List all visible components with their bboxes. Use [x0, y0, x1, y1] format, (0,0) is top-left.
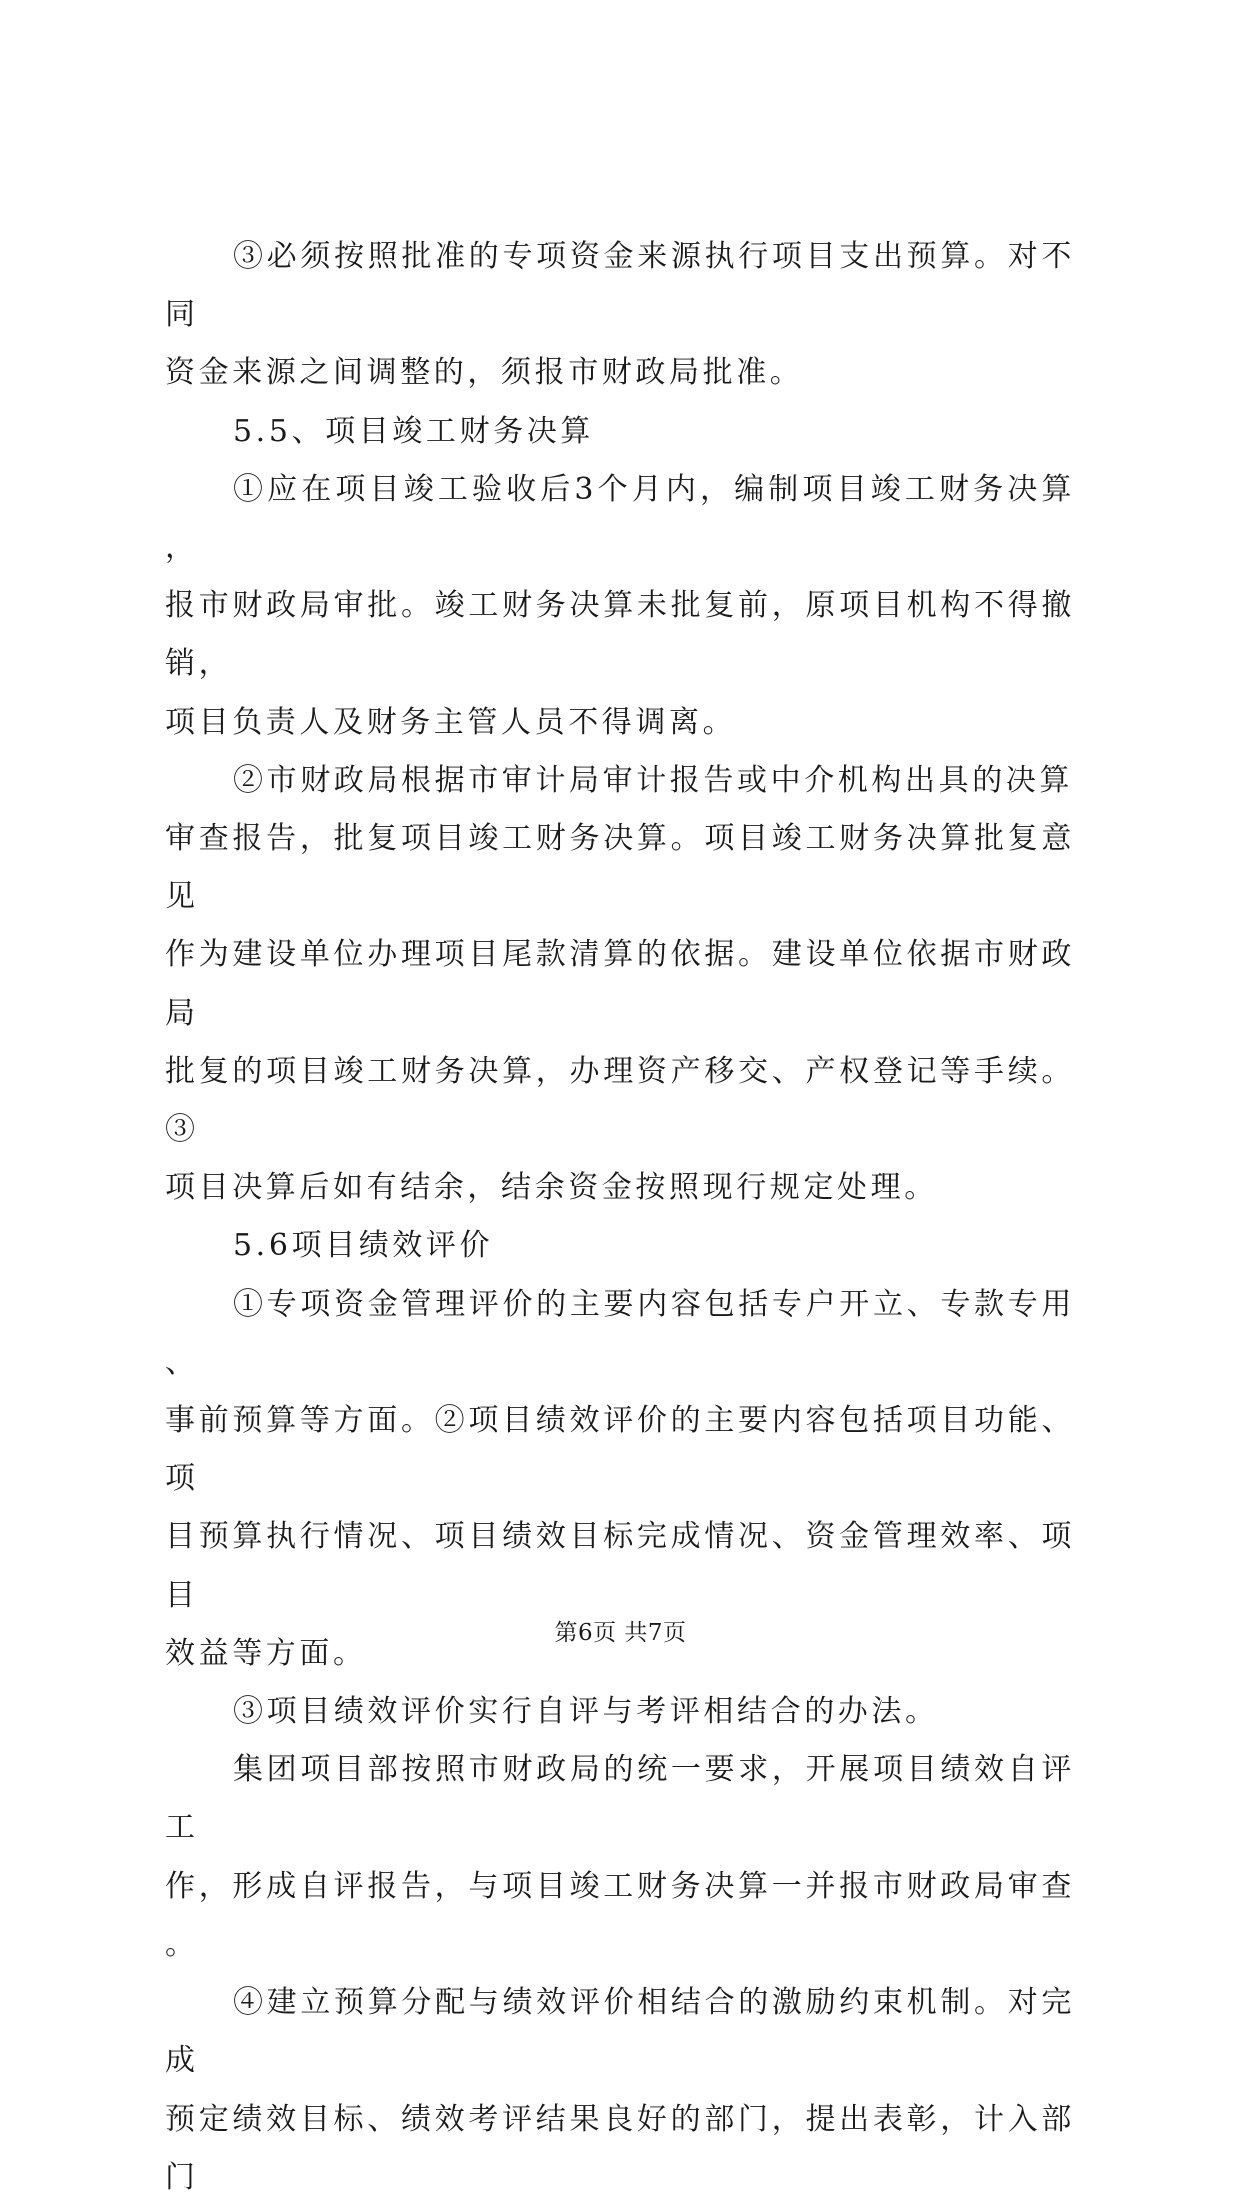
- page-number-footer: 第6页 共7页: [554, 1620, 687, 1646]
- text-line: 作为建设单位办理项目尾款清算的依据。建设单位依据市财政局: [165, 937, 1075, 1031]
- text-line: ②市财政局根据市审计局审计报告或中介机构出具的决算: [233, 762, 1073, 798]
- paragraph-fund-source: [165, 228, 1075, 403]
- text-line: 审查报告，批复项目竣工财务决算。项目竣工财务决算批复意见: [165, 821, 1075, 915]
- text-line: 目预算执行情况、项目绩效目标完成情况、资金管理效率、项目: [165, 1519, 1075, 1613]
- text-line: 报市财政局审批。竣工财务决算未批复前，原项目机构不得撤销，: [165, 588, 1075, 682]
- heading-5-5: [165, 403, 1075, 461]
- section-heading: 5.6项目绩效评价: [233, 1228, 494, 1264]
- text-line: 事前预算等方面。②项目绩效评价的主要内容包括项目功能、项: [165, 1403, 1075, 1497]
- text-line: ④建立预算分配与绩效评价相结合的激励约束机制。对完成: [165, 1985, 1075, 2079]
- text-line: 预定绩效目标、绩效考评结果良好的部门，提出表彰，计入部门: [165, 2101, 1075, 2195]
- paragraph-performance-4: [165, 1974, 1075, 2207]
- text-line: 项目负责人及财务主管人员不得调离。: [165, 704, 737, 740]
- section-heading: 5.5、项目竣工财务决算: [233, 413, 594, 449]
- text-line: 资金来源之间调整的，须报市财政局批准。: [165, 355, 804, 391]
- text-line: 项目决算后如有结余，结余资金按照现行规定处理。: [165, 1170, 938, 1206]
- text-line: 集团项目部按照市财政局的统一要求，开展项目绩效自评工: [165, 1752, 1075, 1846]
- text-line: 效益等方面。: [165, 1635, 367, 1671]
- paragraph-final-accounts-2: [165, 752, 1075, 1218]
- text-line: 批复的项目竣工财务决算，办理资产移交、产权登记等手续。③: [165, 1053, 1075, 1148]
- text-line: ①应在项目竣工验收后3个月内，编制项目竣工财务决算，: [165, 471, 1075, 566]
- paragraph-performance-3: [165, 1741, 1075, 1974]
- paragraph-final-accounts-1: [165, 461, 1075, 752]
- document-body: [165, 228, 1075, 2207]
- text-line: 作，形成自评报告，与项目竣工财务决算一并报市财政局审查。: [165, 1868, 1075, 1962]
- text-line: ③项目绩效评价实行自评与考评相结合的办法。: [233, 1694, 939, 1730]
- heading-5-6: [165, 1217, 1075, 1275]
- paragraph-performance-2: [165, 1683, 1075, 1741]
- text-line: ①专项资金管理评价的主要内容包括专户开立、专款专用、: [165, 1286, 1075, 1380]
- text-line: ③必须按照批准的专项资金来源执行项目支出预算。对不同: [165, 239, 1075, 333]
